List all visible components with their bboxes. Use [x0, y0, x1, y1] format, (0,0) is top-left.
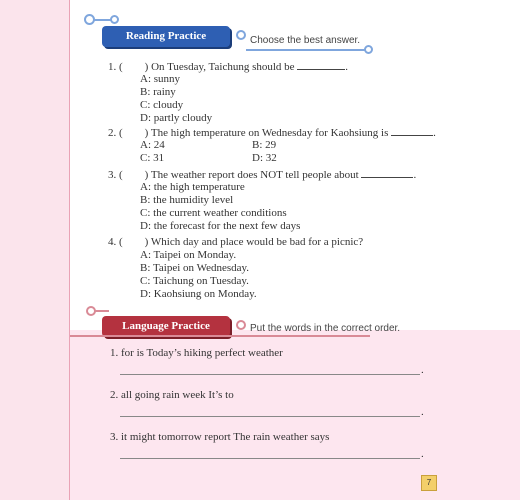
- question-2: 2. ( ) The high temperature on Wednesday for Kaohsiung is .: [108, 127, 436, 139]
- option: A: the high temperature: [140, 181, 245, 193]
- option: B: rainy: [140, 86, 176, 98]
- option: C: cloudy: [140, 99, 184, 111]
- option: B: Taipei on Wednesday.: [140, 262, 250, 274]
- circle-decoration: [236, 30, 246, 40]
- answer-period: .: [421, 364, 424, 376]
- answer-blank[interactable]: [361, 168, 413, 178]
- circle-decoration: [236, 320, 246, 330]
- answer-period: .: [421, 448, 424, 460]
- option: D: partly cloudy: [140, 112, 213, 124]
- option: B: the humidity level: [140, 194, 234, 206]
- banner-connector-line: [95, 310, 109, 312]
- option: A: sunny: [140, 73, 181, 85]
- answer-period: .: [421, 406, 424, 418]
- option: D: Kaohsiung on Monday.: [140, 288, 257, 300]
- language-practice-banner: Language Practice: [102, 316, 230, 337]
- ordering-item-3: 3. it might tomorrow report The rain weather says: [110, 431, 330, 443]
- page-number: 7: [421, 475, 437, 491]
- question-4: 4. ( ) Which day and place would be bad for a picnic?: [108, 236, 364, 248]
- answer-line-3[interactable]: [120, 458, 420, 459]
- option: C: 31: [140, 152, 165, 164]
- banner-underline: [246, 49, 366, 51]
- question-1: 1. ( ) On Tuesday, Taichung should be .: [108, 61, 349, 73]
- reading-practice-banner: Reading Practice: [102, 26, 230, 47]
- option: D: 32: [252, 152, 277, 164]
- question-3: 3. ( ) The weather report does NOT tell people about .: [108, 169, 417, 181]
- left-margin-strip: [0, 0, 70, 320]
- ordering-item-1: 1. for is Today’s hiking perfect weather: [110, 347, 283, 359]
- language-instruction: Put the words in the correct order.: [250, 323, 401, 334]
- option: C: the current weather conditions: [140, 207, 287, 219]
- answer-blank[interactable]: [391, 126, 433, 136]
- answer-blank[interactable]: [297, 60, 345, 70]
- option: D: the forecast for the next few days: [140, 220, 301, 232]
- answer-line-1[interactable]: [120, 374, 420, 375]
- answer-line-2[interactable]: [120, 416, 420, 417]
- option: A: 24: [140, 139, 165, 151]
- banner-connector-line: [92, 19, 112, 21]
- option: B: 29: [252, 139, 277, 151]
- reading-instruction: Choose the best answer.: [250, 35, 361, 46]
- option: C: Taichung on Tuesday.: [140, 275, 249, 287]
- circle-decoration: [364, 45, 373, 54]
- circle-decoration: [110, 15, 119, 24]
- banner-underline: [70, 335, 370, 337]
- ordering-item-2: 2. all going rain week It’s to: [110, 389, 234, 401]
- option: A: Taipei on Monday.: [140, 249, 237, 261]
- circle-decoration: [84, 14, 95, 25]
- left-margin-strip-lower: [0, 320, 70, 500]
